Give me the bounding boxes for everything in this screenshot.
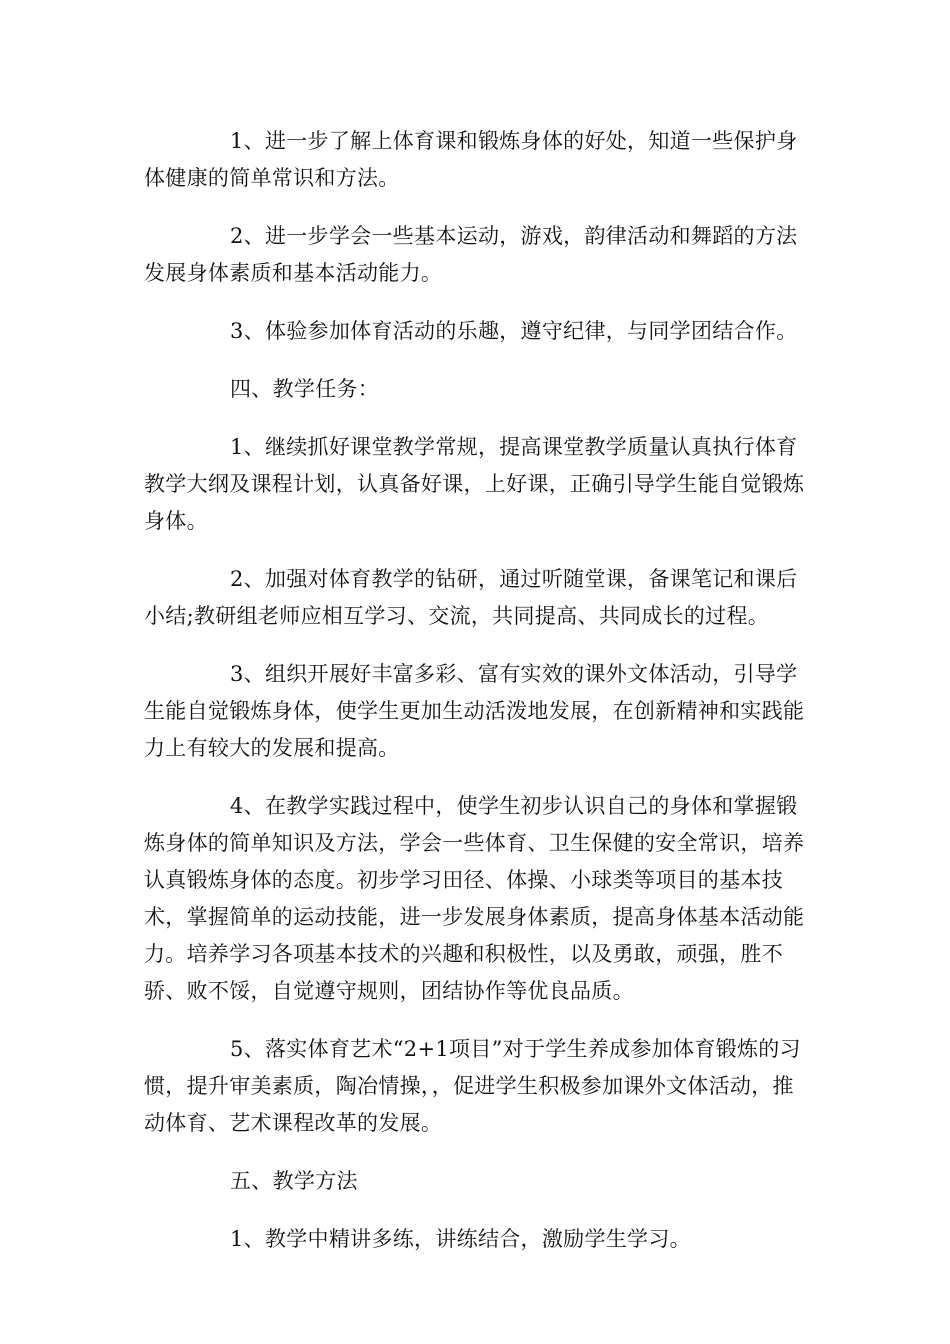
paragraph-task-1: 1、继续抓好课堂教学常规，提高课堂教学质量认真执行体育教学大纲及课程计划，认真备好课，上好课，正确引导学生能自觉锻炼身体。	[144, 435, 805, 533]
section-heading-teaching-tasks: 四、教学任务：	[230, 377, 380, 401]
paragraph-task-2: 2、加强对体育教学的钻研，通过听随堂课，备课笔记和课后小结;教研组老师应相互学习、交流，共同提高、共同成长的过程。	[144, 567, 798, 628]
paragraph-goal-1: 1、进一步了解上体育课和锻炼身体的好处，知道一些保护身体健康的简单常识和方法。	[144, 129, 798, 190]
paragraph-goal-3: 3、体验参加体育活动的乐趣，遵守纪律，与同学团结合作。	[230, 319, 798, 343]
paragraph-task-3: 3、组织开展好丰富多彩、富有实效的课外文体活动，引导学生能自觉锻炼身体，使学生更加生动活泼地发展，在创新精神和实践能力上有较大的发展和提高。	[144, 662, 805, 760]
document-body	[144, 123, 812, 1279]
paragraph-method-1: 1、教学中精讲多练，讲练结合，激励学生学习。	[230, 1227, 691, 1251]
paragraph-goal-2: 2、进一步学会一些基本运动，游戏，韵律活动和舞蹈的方法发展身体素质和基本活动能力。	[144, 224, 798, 285]
paragraph-task-5: 5、落实体育艺术“2+1项目”对于学生养成参加体育锻炼的习惯，提升审美素质，陶冶情操，，促进学生积极参加课外文体活动，推动体育、艺术课程改革的发展。	[144, 1037, 801, 1135]
paragraph-task-4: 4、在教学实践过程中，使学生初步认识自己的身体和掌握锻炼身体的简单知识及方法，学会一些体育、卫生保健的安全常识，培养认真锻炼身体的态度。初步学习田径、体操、小球类等项目的基本技术，掌握简单的运动技能，进一步发展身体素质，提高身体基本活动能力。培养学习各项基本技术的兴趣和积极性，以及勇敢，顽强，胜不骄、败不馁，自觉遵守规则，团结协作等优良品质。	[144, 794, 805, 1003]
section-heading-teaching-methods: 五、教学方法	[230, 1169, 358, 1193]
